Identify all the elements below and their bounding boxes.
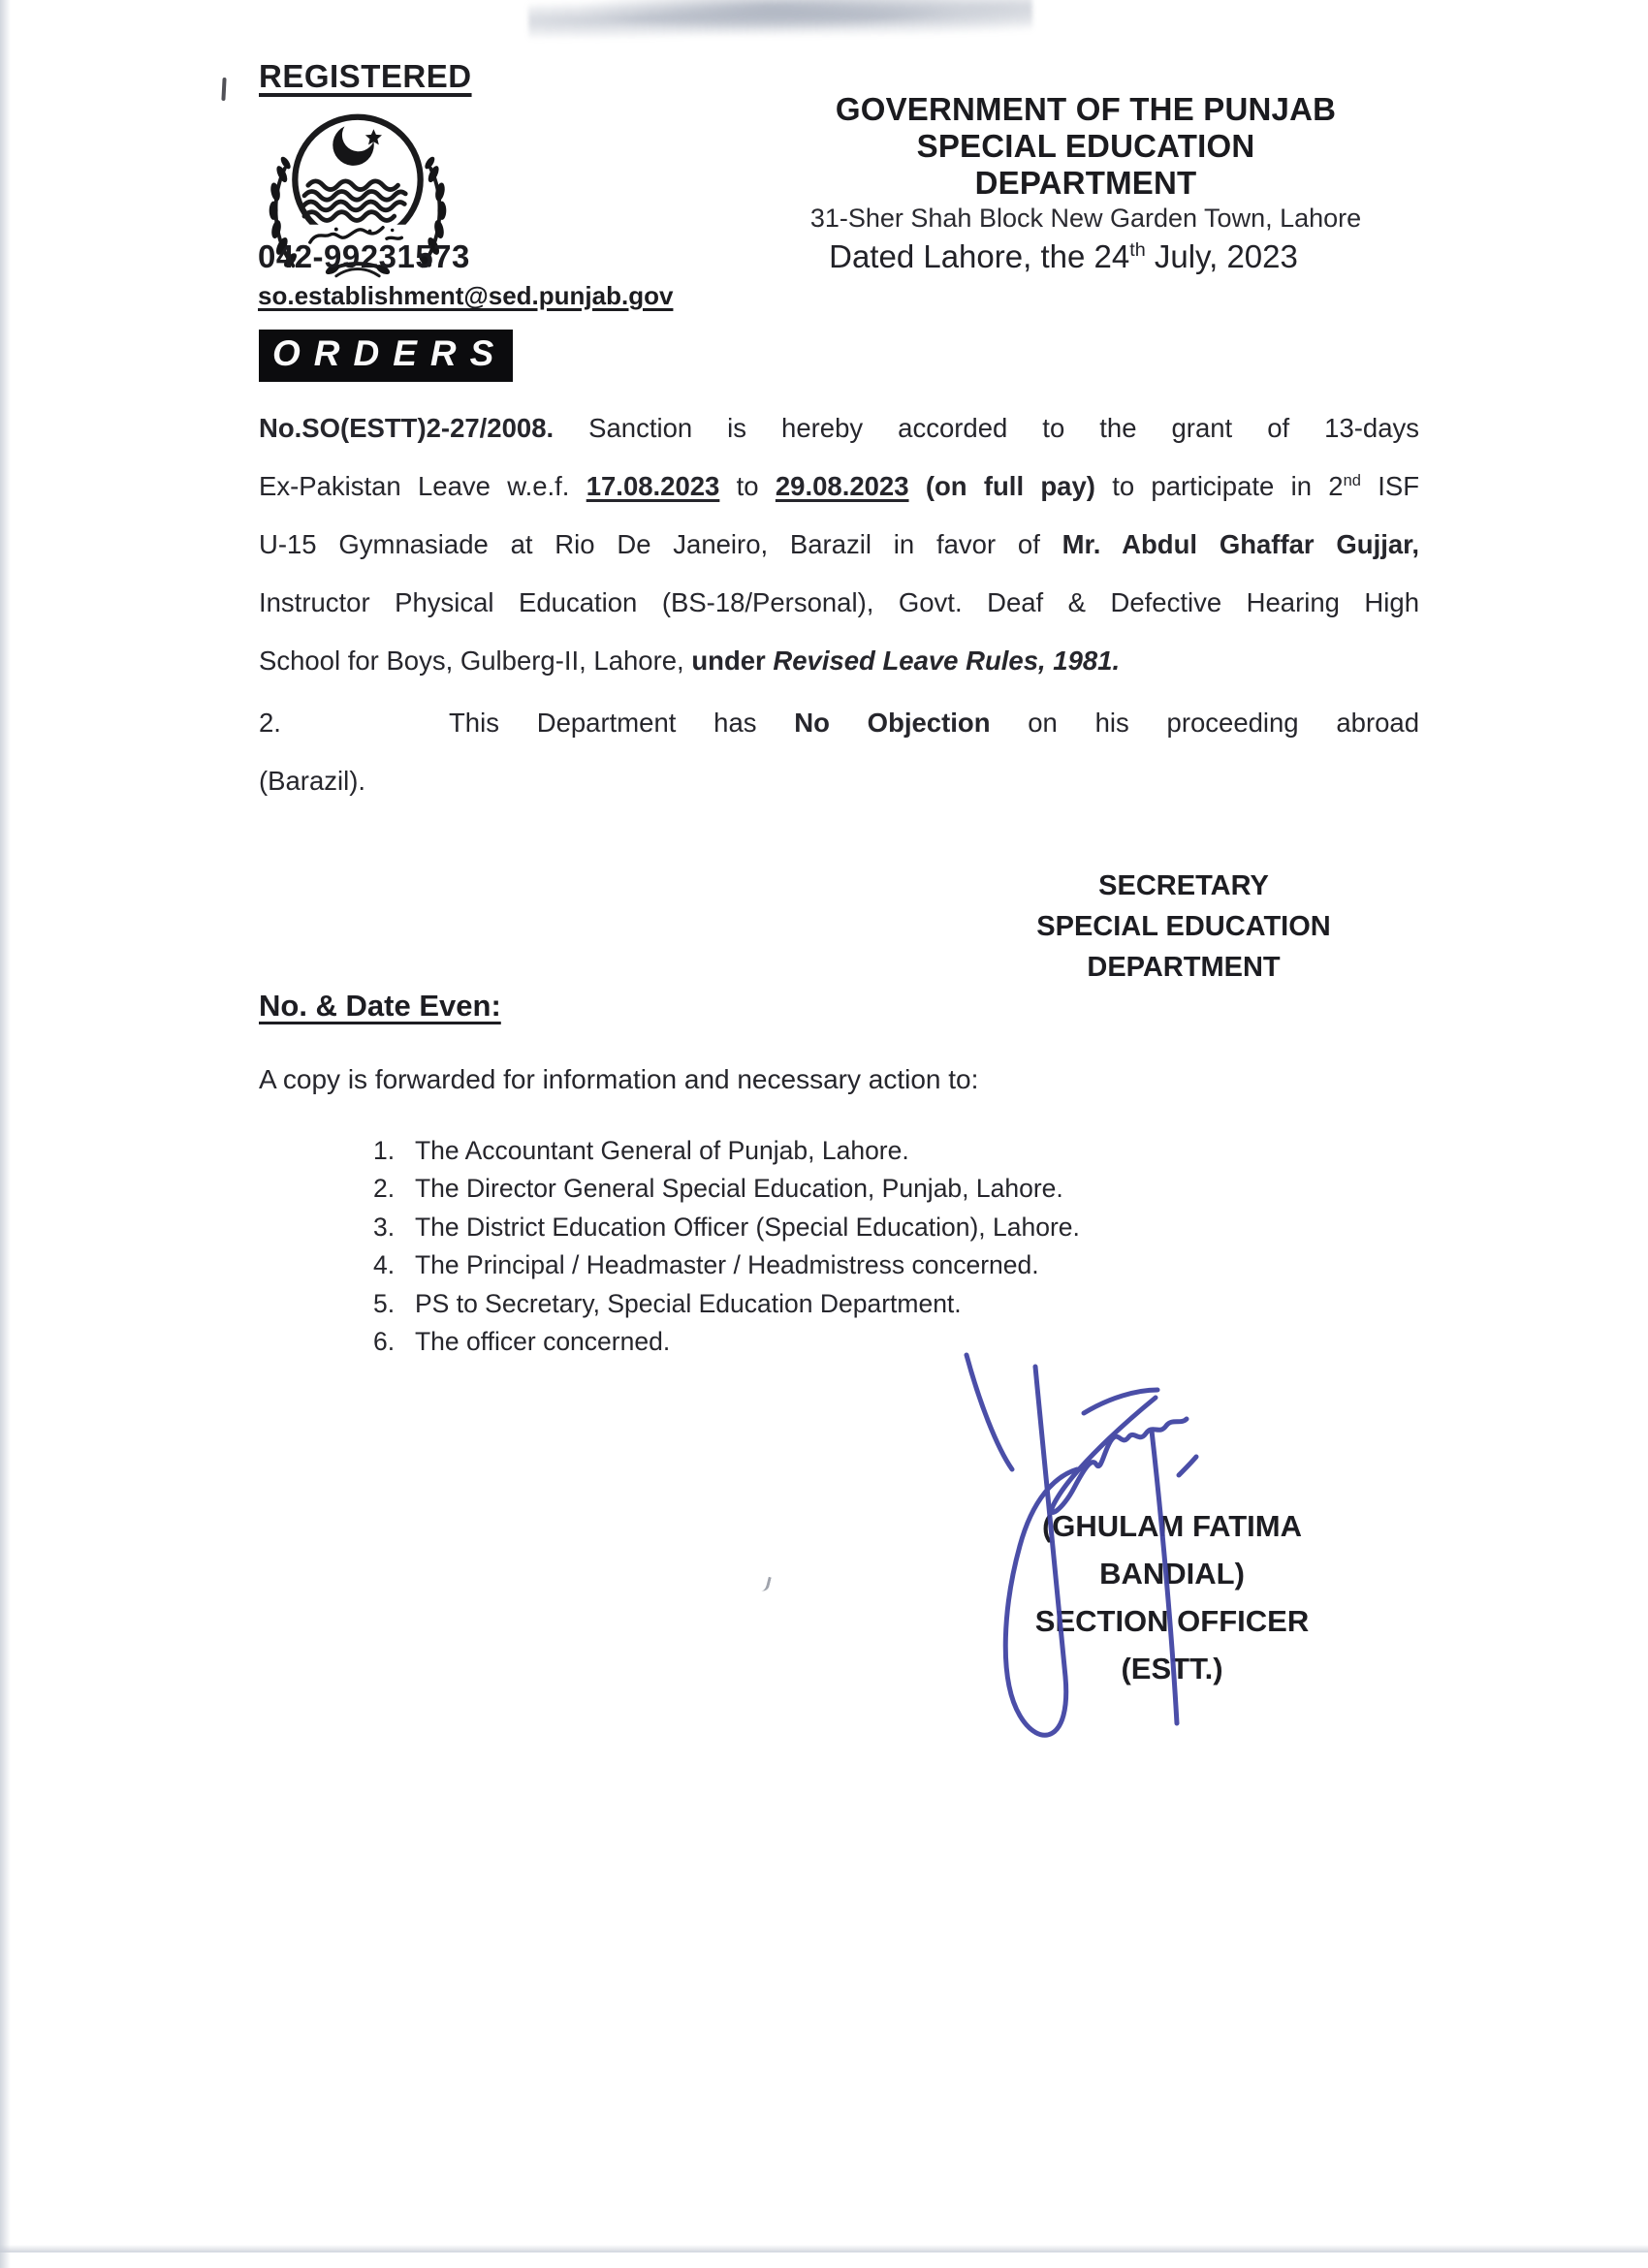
- address-line: 31-Sher Shah Block New Garden Town, Lahore: [809, 204, 1362, 233]
- cc-list-item: [373, 1132, 1080, 1170]
- paragraph-line: No.SO(ESTT)2-27/2008. Sanction is hereby accorded to the grant of 13-days: [259, 413, 1419, 443]
- scan-smudge-artifact: [528, 0, 1033, 42]
- cc-item-number: 2.: [373, 1174, 396, 1204]
- registered-label: REGISTERED: [259, 58, 472, 94]
- handwritten-signature-icon: [929, 1340, 1249, 1759]
- signatory-line: SECRETARY: [1098, 870, 1269, 901]
- cc-list-item: [373, 1285, 1080, 1323]
- orders-title: ORDERS: [259, 330, 513, 381]
- cc-list-item: [373, 1209, 1080, 1246]
- letterhead: [805, 91, 1367, 235]
- paragraph-line: School for Boys, Gulberg-II, Lahore, under Revised Leave Rules, 1981.: [259, 646, 1121, 676]
- scan-left-edge-artifact: [0, 0, 11, 2268]
- cc-item-number: 1.: [373, 1136, 396, 1165]
- cc-list-item: [373, 1170, 1080, 1208]
- government-line: GOVERNMENT OF THE PUNJAB: [835, 91, 1337, 127]
- signatory-line: DEPARTMENT: [1087, 952, 1281, 983]
- phone-number: 042-99231573: [258, 238, 470, 274]
- paragraph-line: Ex-Pakistan Leave w.e.f. 17.08.2023 to 29.08.2023 (on full pay) to participate in 2nd ISF: [259, 471, 1420, 501]
- orders-title-underline: [259, 333, 513, 382]
- cc-item-text: PS to Secretary, Special Education Department.: [415, 1288, 962, 1318]
- signatory-line: SPECIAL EDUCATION: [1036, 911, 1331, 942]
- cc-item-text: The Director General Special Education, Punjab, Lahore.: [415, 1174, 1063, 1204]
- paragraph-line: U-15 Gymnasiade at Rio De Janeiro, Barazil in favor of Mr. Abdul Ghaffar Gujjar,: [259, 529, 1419, 559]
- department-line: SPECIAL EDUCATION DEPARTMENT: [916, 128, 1255, 201]
- date-line: Dated Lahore, the 24th July, 2023: [829, 238, 1298, 274]
- signatory-designation-block: [1024, 866, 1344, 988]
- paragraph-text: This Department has No Objection on his proceeding abroad: [449, 708, 1419, 738]
- cc-item-text: The Accountant General of Punjab, Lahore.: [415, 1136, 909, 1165]
- no-date-even-label: No. & Date Even:: [259, 989, 501, 1023]
- copy-forwarded-line: A copy is forwarded for information and necessary action to:: [259, 1064, 979, 1094]
- cc-item-number: 4.: [373, 1250, 396, 1280]
- paragraph-line: [259, 694, 1419, 752]
- order-paragraph-2: [259, 694, 1419, 810]
- cc-list: [373, 1132, 1080, 1361]
- paragraph-line: (Barazil).: [259, 766, 366, 796]
- cc-list-item: [373, 1246, 1080, 1284]
- scan-speck-artifact: [221, 78, 226, 101]
- cc-item-text: The District Education Officer (Special Education), Lahore.: [415, 1212, 1080, 1242]
- cc-item-text: The officer concerned.: [415, 1326, 671, 1356]
- cc-item-number: 3.: [373, 1212, 396, 1242]
- paragraph-line: Instructor Physical Education (BS-18/Personal), Govt. Deaf & Defective Hearing High: [259, 587, 1419, 617]
- order-paragraph-1: [259, 399, 1419, 690]
- cc-item-number: 5.: [373, 1288, 396, 1318]
- scan-stray-mark-artifact: [758, 1575, 772, 1592]
- officer-name: (GHULAM FATIMA BANDIAL): [1041, 1509, 1303, 1591]
- cc-item-number: 6.: [373, 1326, 396, 1356]
- cc-item-text: The Principal / Headmaster / Headmistress concerned.: [415, 1250, 1039, 1280]
- officer-title: SECTION OFFICER (ESTT.): [1034, 1604, 1310, 1685]
- paragraph-number: 2.: [259, 708, 281, 738]
- email-address: so.establishment@sed.punjab.gov: [258, 281, 674, 310]
- scan-bottom-edge-artifact: [0, 2245, 1648, 2252]
